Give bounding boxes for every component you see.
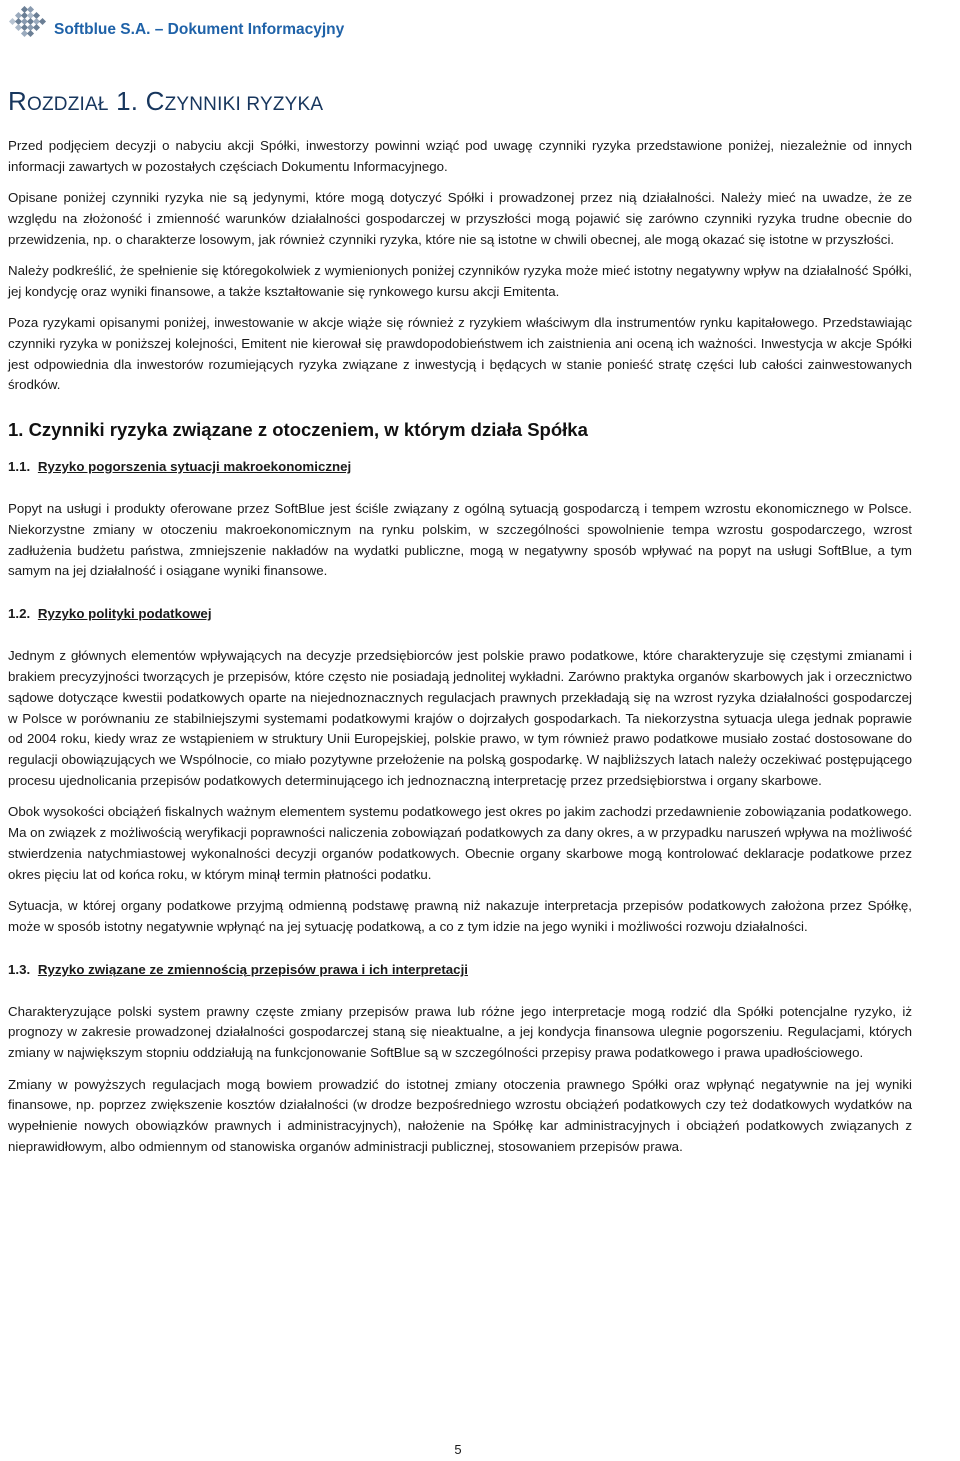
document-body (8, 136, 912, 1168)
document-header (8, 4, 344, 44)
subsection-number: 1.2. (8, 606, 31, 622)
subsection-heading (8, 960, 912, 980)
subsection-title: Ryzyko pogorszenia sytuacji makroekonomicznej (37, 459, 352, 475)
subsection-title: Ryzyko związane ze zmiennością przepisów prawa i ich interpretacji (37, 961, 468, 977)
chapter-title-initial: C (145, 86, 165, 116)
body-paragraph: Jednym z głównych elementów wpływających na decyzje przedsiębiorców jest polskie prawo podatkowe, które charakteryzuje się częstymi zmianami i brakiem precyzyjności tworzących je przepisów, które często nie posiadają jednolitej wykładni. Zarówno praktyka organów skarbowych jak i orzecznictwo sądowe dotyczące kwestii podatkowych oparte na niejednoznacznych regulacjach prawnych przekładają się na wzrost ryzyka działalności gospodarczej w Polsce w porównaniu ze stabilniejszymi systemami podatkowymi krajów o dojrzałych gospodarkach. Ta niekorzystna sytuacja ulega jednak poprawie od 2004 roku, kiedy wraz ze wstąpieniem w struktury Unii Europejskiej, polskie prawo, w tym również prawo podatkowe musiało zostać dostosowane do regulacji obowiązujących we Wspólnocie, co miało pozytywne przełożenie na polską gospodarkę. W najbliższych latach należy oczekiwać postępującego procesu ujednolicania przepisów podatkowych determinującego ich jednoznaczną interpretację przez przedsiębiorstwa i organy skarbowe. (8, 648, 912, 789)
section-heading: 1. Czynniki ryzyka związane z otoczeniem, w którym działa Spółka (8, 419, 588, 441)
chapter-prefix-initial: R (8, 86, 27, 116)
subsection-heading (8, 457, 912, 477)
chapter-title-rest: ZYNNIKI RYZYKA (164, 94, 324, 115)
body-paragraph: Zmiany w powyższych regulacjach mogą bowiem prowadzić do istotnej zmiany otoczenia prawnego Spółki oraz wpłynąć negatywnie na jej wyniki finansowe, np. poprzez zwiększenie kosztów działalności (w drodze bezpośredniego wzrostu obciążeń podatkowych czy też dodatkowych wydatków na wypełnienie nowych obowiązków prawnych i administracyjnych), nałożenie na Spółkę kar administracyjnych i obciążeń podatkowych związanych z nieprawidłowym, albo odmiennym od stanowiska organów administracji publicznej, stosowaniem przepisów prawa. (8, 1076, 912, 1154)
subsection-title: Ryzyko polityki podatkowej (37, 606, 212, 622)
intro-paragraph: Poza ryzykami opisanymi poniżej, inwestowanie w akcje wiąże się również z ryzykiem właściwym dla instrumentów rynku kapitałowego. Przedstawiając czynniki ryzyka w poniższej kolejności, Emitent nie kierował się prawdopodobieństwem ich zaistnienia ani oceną ich ważności. Inwestycja w akcje Spółki jest odpowiednia dla inwestorów rozumiejących ryzyka związane z inwestycją i będących w stanie ponieść stratę części lub całości zainwestowanych środków. (8, 315, 912, 393)
body-paragraph: Popyt na usługi i produkty oferowane przez SoftBlue jest ściśle związany z ogólną sytuacją gospodarczą i tempem wzrostu ekonomicznego w Polsce. Niekorzystne zmiany w otoczeniu makroekonomicznym na rynku polskim, w szczególności spowolnienie tempa wzrostu gospodarczego, wzrost zadłużenia budżetu państwa, zmniejszenie nakładów na wydatki publiczne, mogą w negatywny sposób wpływać na popyt na usługi SoftBlue, a tym samym na jej działalność i osiągane wyniki finansowe. (8, 501, 912, 579)
body-paragraph: Charakteryzujące polski system prawny częste zmiany przepisów prawa lub różne jego interpretacje mogą rodzić dla Spółki potencjalne ryzyko, iż prognozy w zakresie prowadzonej działalności gospodarczej staną się nieaktualne, a jej kondycja finansowa ulegnie pogorszeniu. Regulacjami, których zmiany w największym stopniu oddziałują na funkcjonowanie SoftBlue są w szczególności przepisy prawa podatkowego i prawa upadłościowego. (8, 1003, 912, 1061)
chapter-number: 1. (116, 86, 139, 116)
chapter-title (8, 86, 323, 117)
page-number: 5 (454, 1442, 462, 1457)
intro-paragraph: Opisane poniżej czynniki ryzyka nie są jedynymi, które mogą dotyczyć Spółki i prowadzonej przez nią działalności. Należy mieć na uwadze, że ze względu na złożoność i zmienność warunków działalności gospodarczej w przyszłości mogą pojawić się zarówno czynniki ryzyka trudne obecnie do przewidzenia, np. o charakterze losowym, jak również czynniki ryzyka, które nie są istotne w chwili obecnej, ale mogą okazać się istotne w przyszłości. (8, 190, 912, 247)
intro-paragraph: Należy podkreślić, że spełnienie się któregokolwiek z wymienionych poniżej czynników ryzyka może mieć istotny negatywny wpływ na działalność Spółki, jej kondycję oraz wyniki finansowe, a także kształtowanie się rynkowego kursu akcji Emitenta. (8, 262, 912, 299)
chapter-prefix-rest: OZDZIAŁ (26, 94, 109, 115)
subsection-number: 1.3. (8, 961, 31, 977)
subsection-number: 1.1. (8, 459, 31, 475)
document-header-title: Softblue S.A. – Dokument Informacyjny (54, 21, 345, 38)
intro-paragraph: Przed podjęciem decyzji o nabyciu akcji Spółki, inwestorzy powinni wziąć pod uwagę czynniki ryzyka przedstawione poniżej, niezależnie od innych informacji zawartych w pozostałych częściach Dokumentu Informacyjnego. (8, 138, 912, 174)
body-paragraph: Obok wysokości obciążeń fiskalnych ważnym elementem systemu podatkowego jest okres po jakim zachodzi przedawnienie zobowiązania podatkowego. Ma on związek z możliwością weryfikacji poprawności naliczenia zobowiązań podatkowych za dany okres, a w przypadku naruszeń wpływa na możliwość stwierdzenia natychmiastowej wykonalności decyzji organów podatkowych. Obecnie organy skarbowe mogą kontrolować deklaracje podatkowe przez okres pięciu lat od końca roku, w którym minął termin płatności podatku. (8, 804, 912, 882)
softblue-logo-icon (8, 6, 48, 42)
body-paragraph: Sytuacja, w której organy podatkowe przyjmą odmienną podstawę prawną niż nakazuje interpretacja przepisów podatkowych założona przez Spółkę, może w sposób istotny negatywnie wpłynąć na jej sytuację podatkową, a co z tym idzie na jego wyniki i możliwości rozwoju działalności. (8, 898, 912, 934)
subsection-heading (8, 604, 912, 624)
